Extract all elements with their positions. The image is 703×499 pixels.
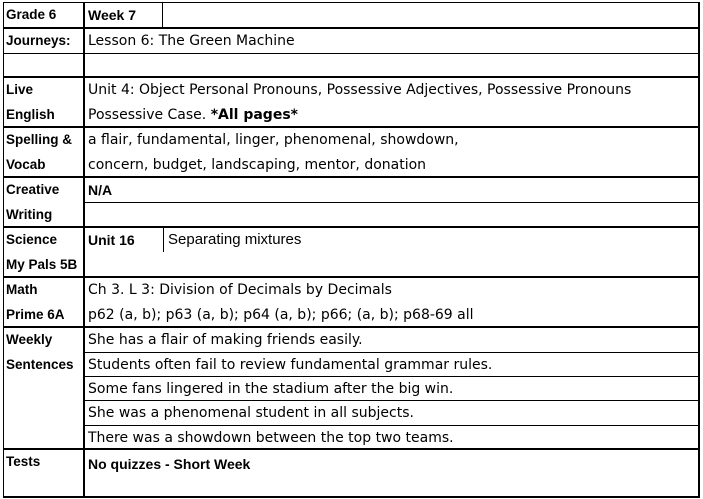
row-divider (3, 27, 699, 29)
journeys-label: Journeys: (6, 33, 71, 48)
sentence-item: Some fans lingered in the stadium after the big win. (88, 381, 454, 397)
column-divider (162, 2, 163, 27)
row-divider (84, 376, 699, 377)
tests-label: Tests (6, 454, 41, 469)
row-divider (3, 276, 699, 278)
row-divider (3, 226, 699, 228)
live-english-pages (84, 103, 699, 127)
live-english-pages-text: Possessive Case. (88, 107, 211, 123)
row-divider (84, 400, 699, 401)
journeys-lesson: Lesson 6: The Green Machine (88, 33, 295, 49)
live-english-label-line2: English (6, 107, 55, 122)
row-divider (3, 53, 699, 54)
sentence-item: She was a phenomenal student in all subjects. (88, 405, 414, 421)
math-label-line1: Math (6, 282, 38, 297)
spelling-label-line1: Spelling & (6, 132, 73, 147)
science-label-line1: Science (6, 232, 58, 247)
row-divider (84, 425, 699, 426)
row-divider (3, 126, 699, 128)
sentence-item: Students often fail to review fundamental grammar rules. (88, 357, 493, 373)
week-label: Week 7 (88, 7, 136, 23)
column-divider (3, 2, 4, 498)
column-divider (83, 2, 85, 498)
column-divider (698, 2, 700, 498)
creative-writing-value: N/A (88, 182, 113, 198)
row-divider (84, 352, 699, 353)
row-divider (3, 496, 699, 498)
row-divider (3, 76, 699, 78)
row-divider (3, 2, 699, 3)
science-topic: Separating mixtures (168, 231, 302, 248)
live-english-unit: Unit 4: Object Personal Pronouns, Possessive Adjectives, Possessive Pronouns (88, 82, 632, 98)
science-unit: Unit 16 (88, 232, 135, 248)
science-label-line2: My Pals 5B (6, 257, 78, 272)
creative-writing-label-line1: Creative (6, 182, 60, 197)
sentence-item: She has a flair of making friends easily. (88, 332, 363, 348)
column-divider (163, 228, 164, 252)
row-divider (84, 202, 699, 203)
tests-value: No quizzes - Short Week (88, 456, 251, 472)
all-pages-note: *All pages* (210, 107, 298, 123)
row-divider (3, 326, 699, 328)
live-english-label-line1: Live (6, 82, 34, 97)
weekly-sentences-label-line1: Weekly (6, 332, 53, 347)
spelling-words: a flair, fundamental, linger, phenomenal, showdown, (88, 132, 459, 148)
weekly-sentences-label-line2: Sentences (6, 357, 74, 372)
math-lesson: Ch 3. L 3: Division of Decimals by Decimals (88, 282, 392, 298)
vocab-words: concern, budget, landscaping, mentor, donation (88, 157, 427, 173)
math-pages: p62 (a, b); p63 (a, b); p64 (a, b); p66; (a, b); p68-69 all (88, 307, 474, 323)
row-divider (3, 176, 699, 178)
math-label-line2: Prime 6A (6, 307, 65, 322)
grade-label: Grade 6 (6, 7, 57, 22)
row-divider (3, 448, 699, 450)
sentence-item: There was a showdown between the top two teams. (88, 430, 454, 446)
creative-writing-label-line2: Writing (6, 207, 53, 222)
spelling-label-line2: Vocab (6, 157, 46, 172)
